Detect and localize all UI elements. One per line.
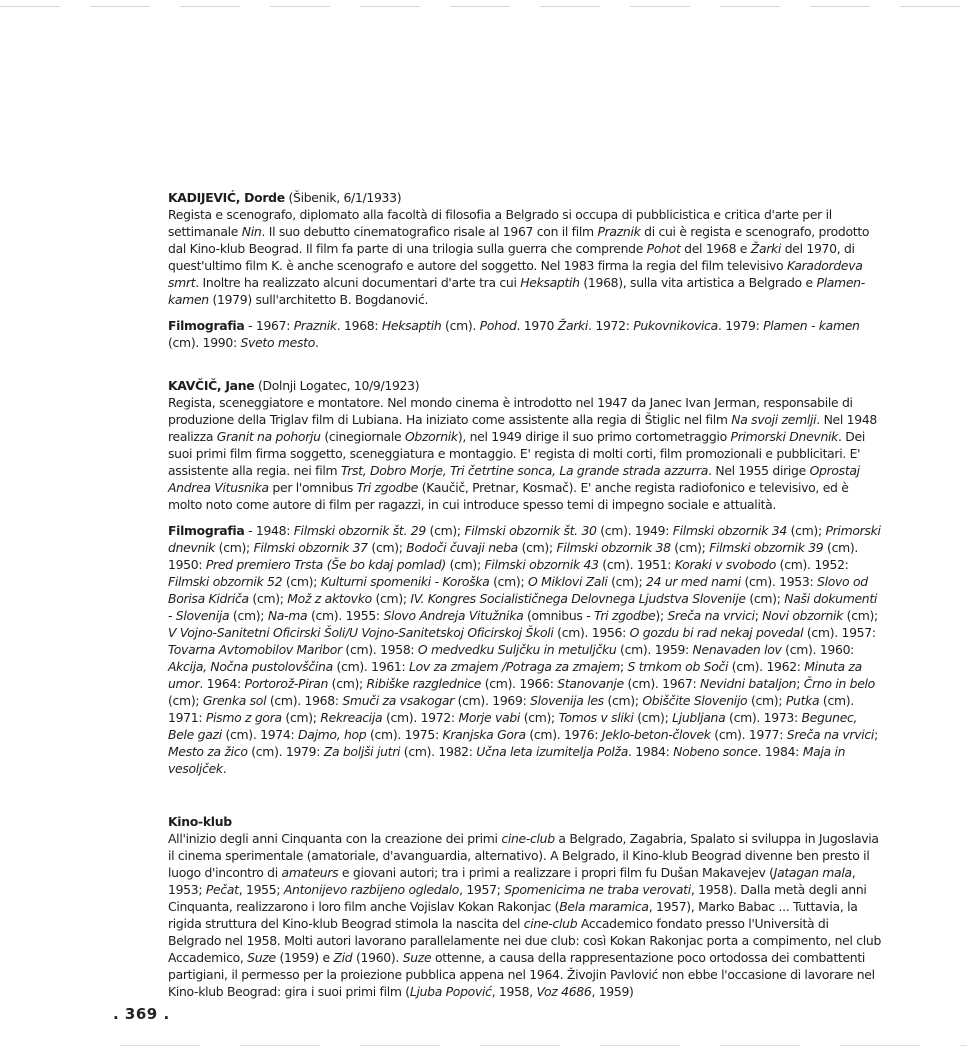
italic-title: Lov za zmajem /Potraga za zmajem: [409, 659, 620, 674]
text-run: . Dei suoi primi film firma soggetto, sceneggiatura e montaggio. E' regista di molti corti, film promozionali e pubblicitari. E' assistente alla regia. nei film: [168, 429, 866, 478]
text-run: , 1957;: [459, 882, 505, 897]
italic-title: Heksaptih: [381, 318, 442, 333]
text-run: (cm);: [747, 693, 786, 708]
filmography-list: [168, 523, 881, 776]
italic-title: Žarki: [557, 318, 589, 333]
italic-title: Pukovnikovica: [633, 318, 718, 333]
text-run: , 1958,: [491, 984, 537, 999]
text-run: . 1984:: [628, 744, 674, 759]
text-run: (cm);: [786, 523, 826, 538]
italic-title: Tri zgodbe: [594, 608, 656, 623]
italic-title: Nenavaden lov: [692, 642, 782, 657]
text-run: (cm);: [371, 591, 411, 606]
scan-artifact-top: [0, 6, 967, 7]
italic-title: Heksaptih: [520, 275, 580, 290]
text-run: . 1984:: [757, 744, 803, 759]
text-run: (cm). 1962:: [728, 659, 805, 674]
text-run: (cm);: [633, 710, 673, 725]
text-run: (cm);: [607, 574, 647, 589]
italic-title: Sreča na vrvici: [667, 608, 755, 623]
italic-title: Ribiške razglednice: [366, 676, 482, 691]
italic-title: Maja in vesoljček: [168, 744, 846, 776]
text-run: (cm);: [281, 710, 321, 725]
text-run: (cm). 1972:: [382, 710, 459, 725]
italic-title: Kulturni spomeniki - Koroška: [320, 574, 490, 589]
text-run: (1959) e: [275, 950, 334, 965]
text-run: ottenne, a causa della rappresentazione poco ortodossa dei combattenti partigiani, il permesso per la proiezione pubblica appena nel 1964. Živojin Pavlović non ebbe l'occasione di lavorare nel Kino-klub Beograd: gira i suoi primi film (: [168, 950, 875, 999]
italic-title: Nevidni bataljon: [699, 676, 797, 691]
italic-title: amateurs: [281, 865, 339, 880]
italic-title: 24 ur med nami: [646, 574, 741, 589]
text-run: del 1970, di quest'ultimo film K. è anche scenografo e autore del soggetto. Nel 1983 firma la regia del film televisivo: [168, 241, 855, 273]
text-run: (cm). 1958:: [341, 642, 418, 657]
italic-title: Zid: [333, 950, 353, 965]
italic-title: Stanovanje: [557, 676, 624, 691]
italic-title: Pečat: [205, 882, 239, 897]
text-run: (cm).: [441, 318, 480, 333]
text-run: ;: [796, 676, 804, 691]
italic-title: Primorski dnevnik: [168, 523, 881, 555]
text-run: (cm). 1967:: [623, 676, 700, 691]
text-run: (cm). 1976:: [525, 727, 602, 742]
text-run: , 1959): [591, 984, 634, 999]
text-run: (cm). 1953:: [740, 574, 817, 589]
section-title: Kino-klub: [168, 814, 232, 829]
entry-kadijevic: [168, 189, 883, 308]
text-run: - 1948:: [244, 523, 294, 538]
italic-title: Minuta za umor: [168, 659, 862, 691]
italic-title: Filmski obzornik 38: [556, 540, 671, 555]
italic-title: Slovo Andreja Vitužnika: [383, 608, 524, 623]
italic-title: Plamen - kamen: [763, 318, 860, 333]
italic-title: Smuči za vsakogar: [342, 693, 454, 708]
text-run: Accademico fondato presso l'Università di Belgrado nel 1958. Molti autori lavorano parallelamente nei due club: così Kokan Rakonjac porta a compimento, nel club Accademico,: [168, 916, 882, 965]
italic-title: Slovo od Borisa Kidriča: [168, 574, 868, 606]
text-run: (cm). 1951:: [598, 557, 675, 572]
text-run: per l'omnibus: [268, 480, 357, 495]
text-run: (Kaučič, Pretnar, Kosmač). E' anche regista radiofonico e televisivo, ed è molto noto come autore di film per ragazzi, in cui introduce spesso temi di impegno sociale e attualità.: [168, 480, 849, 512]
text-run: (1979) sull'architetto B. Bogdanović.: [208, 292, 429, 307]
italic-title: Voz 4686: [536, 984, 592, 999]
text-run: (cm);: [282, 574, 321, 589]
text-run: (cm);: [745, 591, 785, 606]
text-run: (cm). 1975:: [366, 727, 443, 742]
text-run: . Inoltre ha realizzato alcuni documentari d'arte tra cui: [195, 275, 521, 290]
text-run: . 1968:: [336, 318, 382, 333]
text-run: (cm). 1968:: [266, 693, 343, 708]
text-run: All'inizio degli anni Cinquanta con la creazione dei primi: [168, 831, 502, 846]
italic-title: Pred premiero Trsta (Še bo kdaj pomlad): [205, 557, 446, 572]
text-run: (cm). 1979:: [247, 744, 324, 759]
italic-title: Plamen-kamen: [168, 275, 865, 307]
text-run: .: [314, 335, 319, 350]
text-run: (cm);: [520, 710, 559, 725]
italic-title: Filmski obzornik 39: [709, 540, 824, 555]
text-run: (cm);: [215, 540, 254, 555]
italic-title: cine-club: [501, 831, 555, 846]
entry-bio: [168, 207, 869, 307]
text-run: (cm). 1957:: [803, 625, 876, 640]
italic-title: Dajmo, hop: [297, 727, 367, 742]
entry-kavcic: [168, 377, 883, 513]
entry-name: KADIJEVIĆ, Dorde: [168, 190, 285, 205]
text-run: (cm);: [367, 540, 407, 555]
text-run: (cm). 1950:: [168, 540, 859, 572]
text-run: Regista e scenografo, diplomato alla facoltà di filosofia a Belgrado si occupa di pubblicistica e critica d'arte per il settimanale: [168, 207, 832, 239]
text-run: (cm). 1977:: [710, 727, 787, 742]
text-run: , 1958). Dalla metà degli anni Cinquanta, realizzarono i loro film anche Vojislav Kokan Rakonjac (: [168, 882, 867, 914]
italic-title: Koraki v svobodo: [674, 557, 777, 572]
italic-title: Filmski obzornik št. 29: [293, 523, 426, 538]
italic-title: O medvedku Suljčku in metuljčku: [417, 642, 617, 657]
text-run: (cm);: [425, 523, 465, 538]
text-run: .: [222, 761, 227, 776]
italic-title: Mesto za žico: [168, 744, 248, 759]
text-run: , 1953;: [168, 865, 856, 897]
text-run: . Il suo debutto cinematografico risale al 1967 con il film: [261, 224, 598, 239]
italic-title: O gozdu bi rad nekaj povedal: [629, 625, 804, 640]
text-run: (cm);: [517, 540, 557, 555]
italic-title: Portorož-Piran: [244, 676, 329, 691]
text-run: (cm);: [603, 693, 643, 708]
text-run: (cm). 1960:: [781, 642, 855, 657]
italic-title: Na svoji zemlji: [731, 412, 817, 427]
section-body: [168, 830, 883, 1000]
italic-title: Spomenicima ne traba verovati: [504, 882, 691, 897]
filmography-label: Filmografia: [168, 318, 245, 333]
italic-title: Grenka sol: [202, 693, 267, 708]
text-run: e giovani autori; tra i primi a realizzare i propri film fu Dušan Makavejev (: [338, 865, 774, 880]
entry-birth: (Šibenik, 6/1/1933): [284, 190, 402, 205]
italic-title: Begunec, Bele gazi: [168, 710, 858, 742]
text-run: (cm);: [843, 608, 878, 623]
text-run: ), nel 1949 dirige il suo primo cortometraggio: [457, 429, 731, 444]
main-content: [168, 189, 883, 1000]
italic-title: Naši dokumenti - Slovenija: [168, 591, 878, 623]
italic-title: Trst, Dobro Morje, Tri četrtine sonca, La grande strada azzurra: [340, 463, 709, 478]
italic-title: Bela maramica: [559, 899, 649, 914]
text-run: . 1972:: [588, 318, 634, 333]
italic-title: Tri zgodbe: [356, 480, 419, 495]
italic-title: Sveto mesto: [240, 335, 315, 350]
text-run: (cm);: [168, 693, 203, 708]
text-run: (1960).: [352, 950, 403, 965]
text-run: (cm);: [670, 540, 710, 555]
italic-title: V Vojno-Sanitetni Oficirski Šoli/U Vojno-Sanitetskoj Oficirskoj Školi: [168, 625, 554, 640]
italic-title: Suze: [247, 950, 276, 965]
italic-title: Antonijevo razbijeno ogledalo: [283, 882, 460, 897]
filmography-kavcic: [168, 522, 883, 777]
text-run: (1968), sulla vita artistica a Belgrado e: [579, 275, 817, 290]
italic-title: Praznik: [293, 318, 337, 333]
text-run: (cm);: [248, 591, 288, 606]
italic-title: IV. Kongres Socialističnega Delovnega Ljudstva Slovenije: [410, 591, 746, 606]
text-run: Regista, sceneggiatore e montatore. Nel mondo cinema è introdotto nel 1947 da Janec Ivan Jerman, responsabile di produzione della Triglav film di Lubiana. Ha iniziato come assistente alla regia di Štiglic nel film: [168, 395, 853, 427]
italic-title: Pohod: [479, 318, 517, 333]
italic-title: Bodoči čuvaji neba: [406, 540, 518, 555]
entry-bio: [168, 395, 877, 512]
text-run: (cm);: [328, 676, 367, 691]
text-run: . Nel 1948 realizza: [168, 412, 877, 444]
filmography-kadijevic: [168, 317, 883, 351]
text-run: (cm);: [229, 608, 268, 623]
italic-title: Karadordeva smrt: [168, 258, 863, 290]
italic-title: Primorski Dnevnik: [730, 429, 839, 444]
text-run: di cui è regista e scenografo, prodotto dal Kino-klub Beograd. Il film fa parte di una trilogia sulla guerra che comprende: [168, 224, 870, 256]
text-run: );: [655, 608, 668, 623]
italic-title: Filmski obzornik št. 30: [464, 523, 597, 538]
text-run: (cm). 1974:: [221, 727, 298, 742]
text-run: . 1979:: [717, 318, 764, 333]
text-run: (cm). 1982:: [400, 744, 477, 759]
italic-title: Nin: [241, 224, 262, 239]
text-run: (cm). 1952:: [776, 557, 849, 572]
italic-title: Filmski obzornik 43: [484, 557, 599, 572]
text-run: (cm). 1949:: [596, 523, 673, 538]
italic-title: Suze: [402, 950, 432, 965]
italic-title: Akcija, Nočna pustolovščina: [168, 659, 333, 674]
text-run: , 1955;: [238, 882, 284, 897]
text-run: , 1957), Marko Babac ... Tuttavia, la rigida struttura del Kino-klub Beograd stimola la nascita del: [168, 899, 858, 931]
italic-title: Putka: [785, 693, 820, 708]
italic-title: Morje vabi: [458, 710, 521, 725]
text-run: (cm). 1959:: [616, 642, 693, 657]
entry-birth: (Dolnji Logatec, 10/9/1923): [254, 378, 420, 393]
italic-title: Pismo z gora: [205, 710, 282, 725]
italic-title: Nobeno sonce: [673, 744, 758, 759]
text-run: (cm). 1990:: [168, 335, 241, 350]
text-run: (cm). 1966:: [481, 676, 558, 691]
italic-title: Ljuba Popović: [409, 984, 492, 999]
italic-title: Črno in belo: [803, 676, 875, 691]
italic-title: Za boljši jutri: [323, 744, 401, 759]
text-run: ;: [754, 608, 763, 623]
italic-title: cine-club: [523, 916, 578, 931]
filmography-list: [168, 318, 860, 350]
text-run: (cm). 1973:: [725, 710, 802, 725]
italic-title: Tomos v sliki: [558, 710, 634, 725]
text-run: (cm);: [489, 574, 528, 589]
italic-title: Jatagan mala: [773, 865, 852, 880]
text-run: (cm). 1956:: [553, 625, 630, 640]
text-run: . Nel 1955 dirige: [708, 463, 810, 478]
text-run: del 1968 e: [680, 241, 751, 256]
italic-title: S trnkom ob Soči: [627, 659, 729, 674]
italic-title: Granit na pohorju: [216, 429, 321, 444]
text-run: (cinegiornale: [320, 429, 405, 444]
italic-title: Filmski obzornik 34: [672, 523, 787, 538]
text-run: (cm). 1955:: [307, 608, 384, 623]
italic-title: Slovenija les: [530, 693, 604, 708]
italic-title: Tovarna Avtomobilov Maribor: [168, 642, 342, 657]
italic-title: O Miklovi Zali: [527, 574, 608, 589]
text-run: . 1964:: [199, 676, 245, 691]
italic-title: Oprostaj Andrea Vitusnika: [168, 463, 860, 495]
italic-title: Mož z aktovko: [287, 591, 372, 606]
text-run: . 1970: [516, 318, 558, 333]
italic-title: Pohot: [646, 241, 681, 256]
italic-title: Filmski obzornik 37: [253, 540, 368, 555]
filmography-label: Filmografia: [168, 523, 245, 538]
text-run: (cm);: [445, 557, 485, 572]
section-kino-klub: [168, 813, 883, 1000]
text-run: ;: [874, 727, 878, 742]
italic-title: Kranjska Gora: [442, 727, 526, 742]
scan-artifact-bottom: [120, 1045, 967, 1046]
entry-name: KAVČIČ, Jane: [168, 378, 255, 393]
text-run: ;: [619, 659, 628, 674]
italic-title: Obiščite Slovenijo: [642, 693, 748, 708]
italic-title: Rekreacija: [320, 710, 383, 725]
text-run: a Belgrado, Zagabria, Spalato si sviluppa in Jugoslavia il cinema sperimentale (amatoriale, d'avanguardia, alternativo). A Belgrado, il Kino-klub Beograd divenne ben presto il luogo d'incontro di: [168, 831, 879, 880]
text-run: (omnibus -: [523, 608, 595, 623]
italic-title: Obzornik: [404, 429, 458, 444]
text-run: (cm). 1969:: [453, 693, 531, 708]
italic-title: Ljubljana: [672, 710, 726, 725]
italic-title: Filmski obzornik 52: [168, 574, 283, 589]
italic-title: Jeklo-beton-človek: [601, 727, 711, 742]
italic-title: Učna leta izumitelja Polža: [476, 744, 628, 759]
page-number: . 369 .: [113, 1005, 170, 1023]
italic-title: Novi obzornik: [762, 608, 844, 623]
text-run: - 1967:: [244, 318, 294, 333]
italic-title: Sreča na vrvici: [786, 727, 875, 742]
text-run: (cm). 1971:: [168, 693, 854, 725]
italic-title: Praznik: [597, 224, 641, 239]
italic-title: Na-ma: [267, 608, 308, 623]
text-run: (cm). 1961:: [332, 659, 410, 674]
italic-title: Žarki: [750, 241, 782, 256]
